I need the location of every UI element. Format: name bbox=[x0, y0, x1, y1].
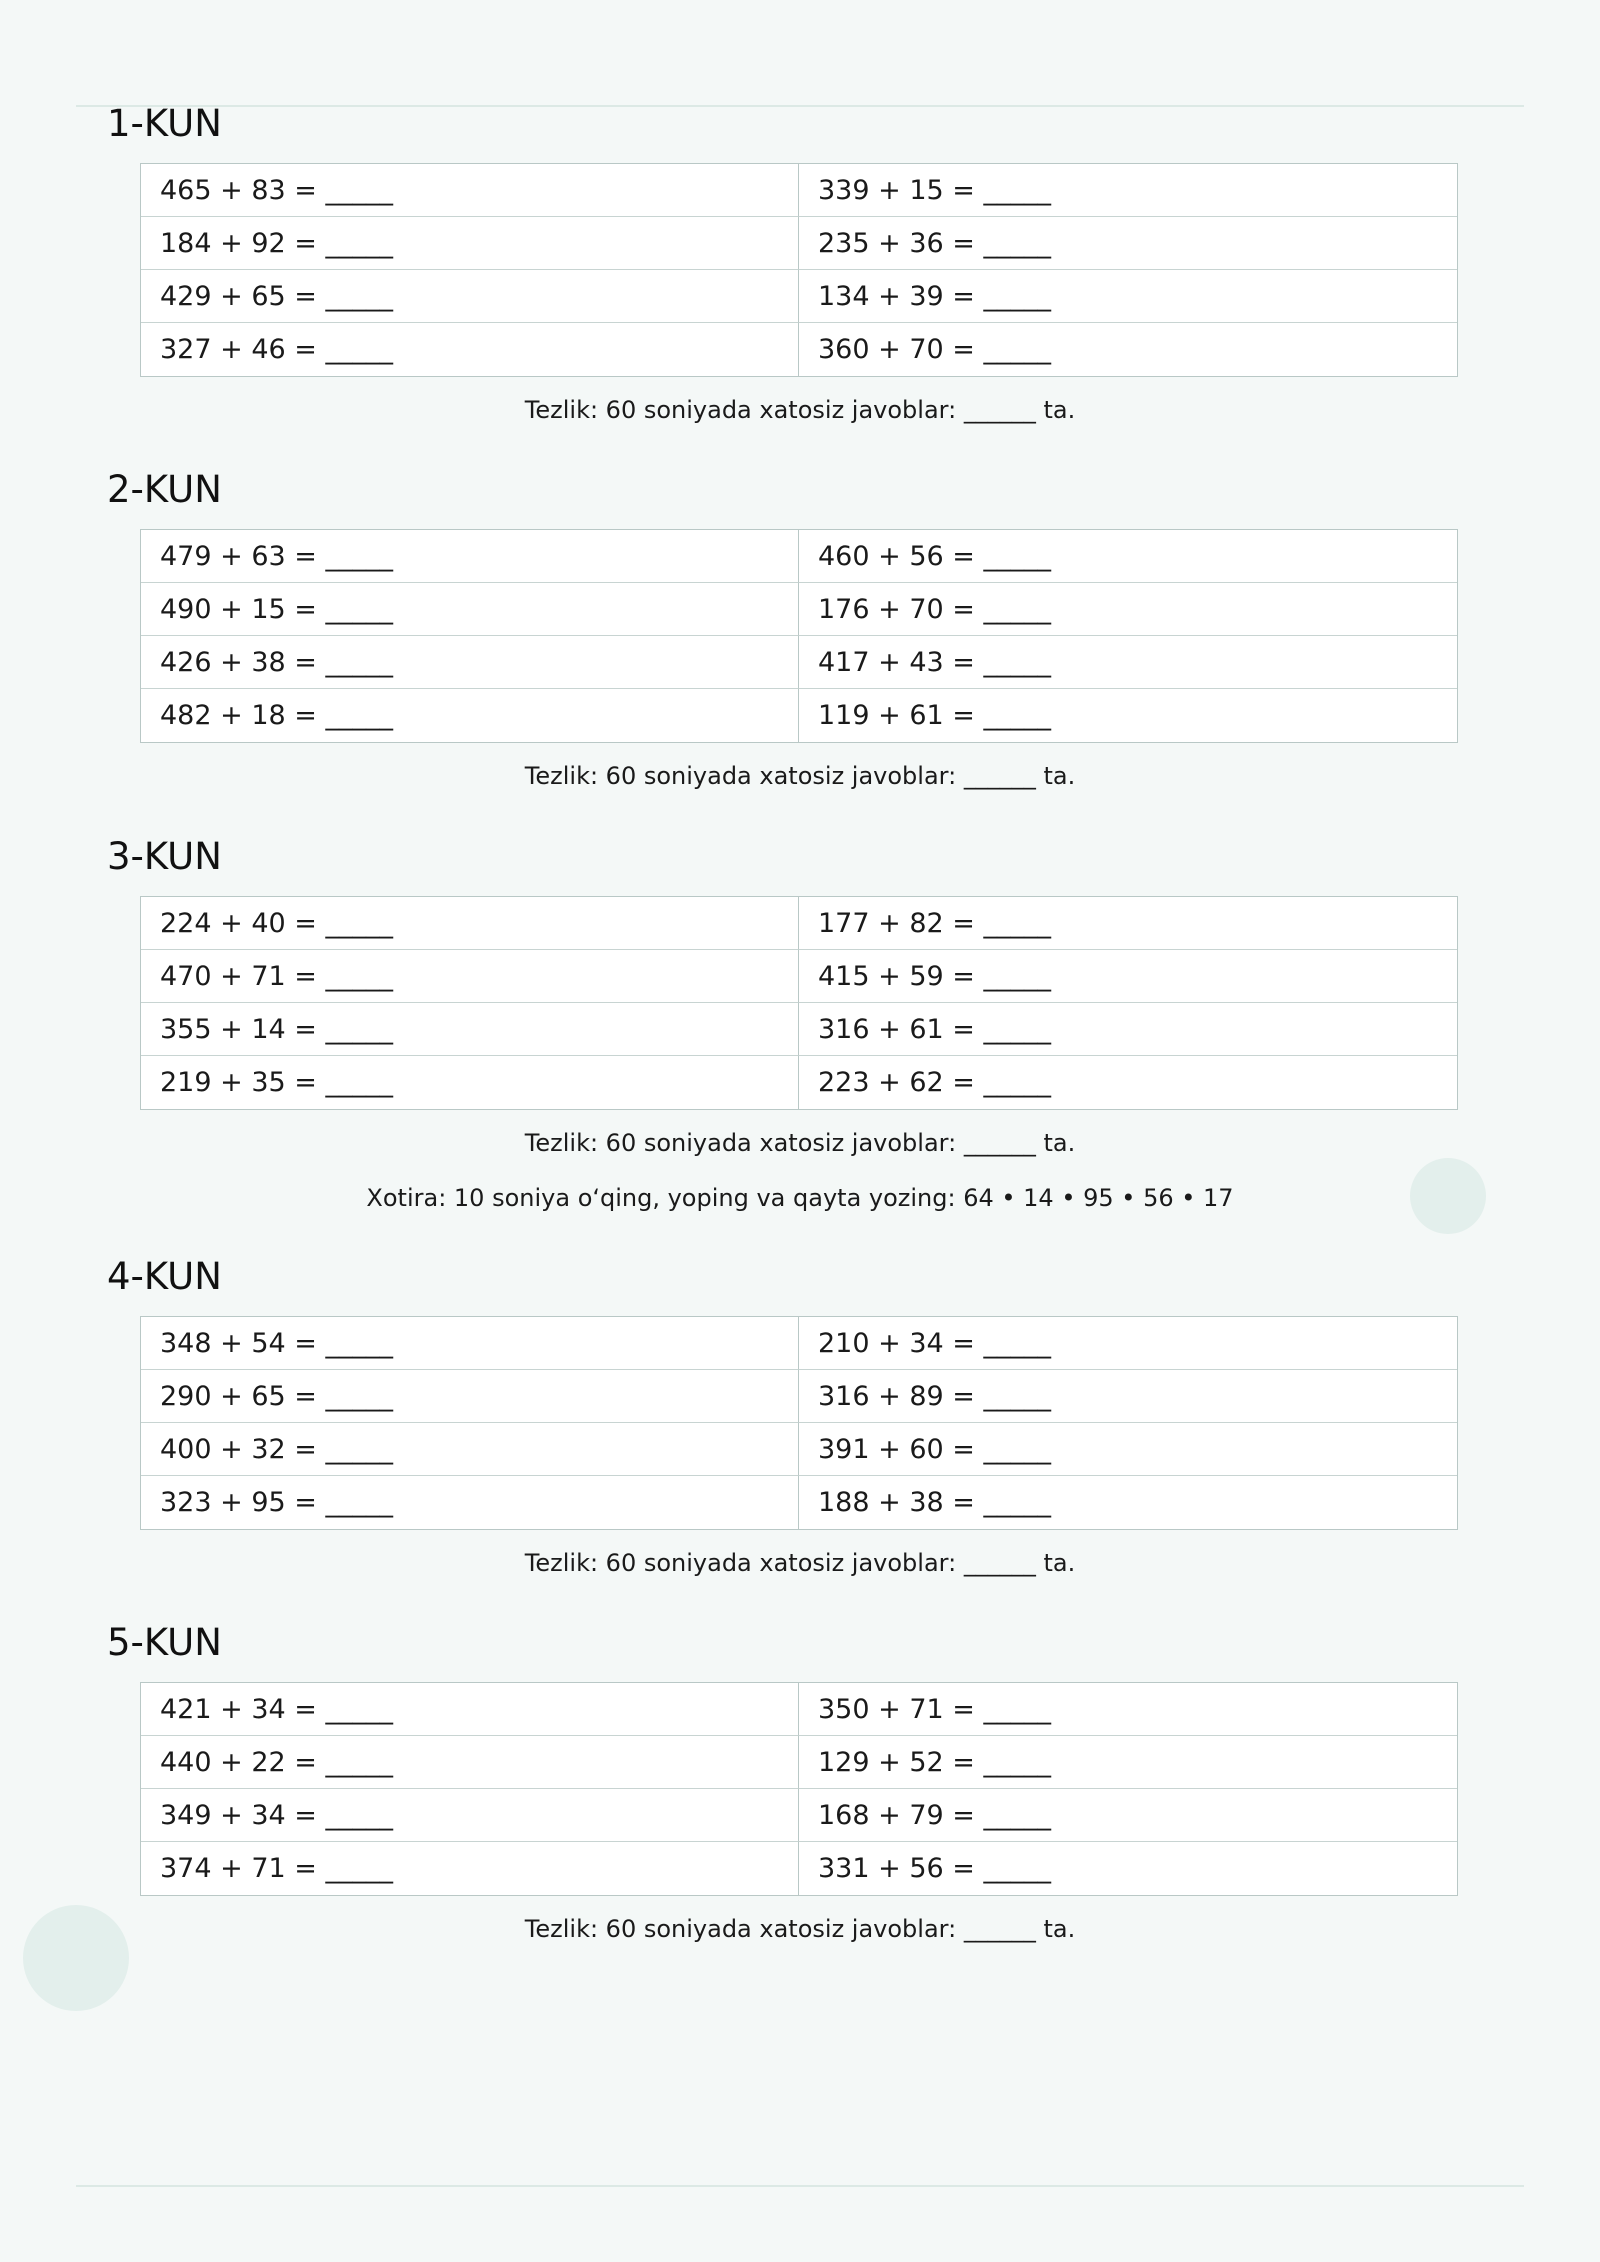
speed-line: Tezlik: 60 soniyada xatosiz javoblar: ______ ta. bbox=[524, 1549, 1076, 1577]
day-title: 5-KUN bbox=[107, 1621, 222, 1664]
problems-table bbox=[140, 1682, 1458, 1896]
problem-cell: 188 + 38 = _____ bbox=[818, 1487, 1051, 1518]
problem-cell: 210 + 34 = _____ bbox=[799, 1317, 1457, 1370]
speed-line: Tezlik: 60 soniyada xatosiz javoblar: ______ ta. bbox=[524, 1129, 1076, 1157]
problem-cell: 429 + 65 = _____ bbox=[141, 270, 799, 323]
problem-cell: 360 + 70 = _____ bbox=[818, 334, 1051, 365]
day-title: 1-KUN bbox=[107, 102, 222, 145]
top-divider bbox=[76, 105, 1524, 107]
problem-cell: 479 + 63 = _____ bbox=[141, 530, 799, 583]
problem-cell: 290 + 65 = _____ bbox=[141, 1370, 799, 1423]
problem-cell: 374 + 71 = _____ bbox=[141, 1842, 799, 1895]
problem-cell: 119 + 61 = _____ bbox=[818, 700, 1051, 731]
problem-cell: 417 + 43 = _____ bbox=[799, 636, 1457, 689]
problem-cell: 339 + 15 = _____ bbox=[799, 164, 1457, 217]
problem-cell: 391 + 60 = _____ bbox=[799, 1423, 1457, 1476]
problem-cell: 348 + 54 = _____ bbox=[141, 1317, 799, 1370]
problem-cell: 490 + 15 = _____ bbox=[141, 583, 799, 636]
problem-cell: 415 + 59 = _____ bbox=[799, 950, 1457, 1003]
problem-cell: 168 + 79 = _____ bbox=[799, 1789, 1457, 1842]
problem-cell: 331 + 56 = _____ bbox=[818, 1853, 1051, 1884]
problem-cell: 426 + 38 = _____ bbox=[141, 636, 799, 689]
problem-cell: 440 + 22 = _____ bbox=[141, 1736, 799, 1789]
problem-cell: 421 + 34 = _____ bbox=[141, 1683, 799, 1736]
speed-line: Tezlik: 60 soniyada xatosiz javoblar: ______ ta. bbox=[524, 762, 1076, 790]
problem-cell: 470 + 71 = _____ bbox=[141, 950, 799, 1003]
problem-cell: 129 + 52 = _____ bbox=[799, 1736, 1457, 1789]
problem-cell: 350 + 71 = _____ bbox=[799, 1683, 1457, 1736]
speed-line: Tezlik: 60 soniyada xatosiz javoblar: ______ ta. bbox=[524, 396, 1076, 424]
problem-cell: 349 + 34 = _____ bbox=[141, 1789, 799, 1842]
bottom-divider bbox=[76, 2185, 1524, 2187]
problem-cell: 316 + 89 = _____ bbox=[799, 1370, 1457, 1423]
problem-cell: 482 + 18 = _____ bbox=[141, 689, 799, 742]
memory-exercise: Xotira: 10 soniya o‘qing, yoping va qayta yozing: 64 • 14 • 95 • 56 • 17 bbox=[366, 1184, 1234, 1212]
speed-line: Tezlik: 60 soniyada xatosiz javoblar: ______ ta. bbox=[524, 1915, 1076, 1943]
problem-cell: 176 + 70 = _____ bbox=[799, 583, 1457, 636]
problems-table bbox=[140, 163, 1458, 377]
problems-table bbox=[140, 1316, 1458, 1530]
problem-cell: 316 + 61 = _____ bbox=[799, 1003, 1457, 1056]
problem-cell: 465 + 83 = _____ bbox=[141, 164, 799, 217]
problem-cell: 235 + 36 = _____ bbox=[799, 217, 1457, 270]
problem-cell: 219 + 35 = _____ bbox=[141, 1056, 799, 1109]
problem-cell: 134 + 39 = _____ bbox=[799, 270, 1457, 323]
day-title: 3-KUN bbox=[107, 835, 222, 878]
problem-cell: 400 + 32 = _____ bbox=[141, 1423, 799, 1476]
problems-table bbox=[140, 529, 1458, 743]
problem-cell: 184 + 92 = _____ bbox=[141, 217, 799, 270]
problem-cell: 224 + 40 = _____ bbox=[141, 897, 799, 950]
day-title: 4-KUN bbox=[107, 1255, 222, 1298]
problem-cell: 327 + 46 = _____ bbox=[141, 323, 799, 376]
problem-cell: 223 + 62 = _____ bbox=[818, 1067, 1051, 1098]
problem-cell: 355 + 14 = _____ bbox=[141, 1003, 799, 1056]
problem-cell: 177 + 82 = _____ bbox=[799, 897, 1457, 950]
problem-cell: 460 + 56 = _____ bbox=[799, 530, 1457, 583]
problems-table bbox=[140, 896, 1458, 1110]
problem-cell: 323 + 95 = _____ bbox=[141, 1476, 799, 1529]
day-title: 2-KUN bbox=[107, 468, 222, 511]
